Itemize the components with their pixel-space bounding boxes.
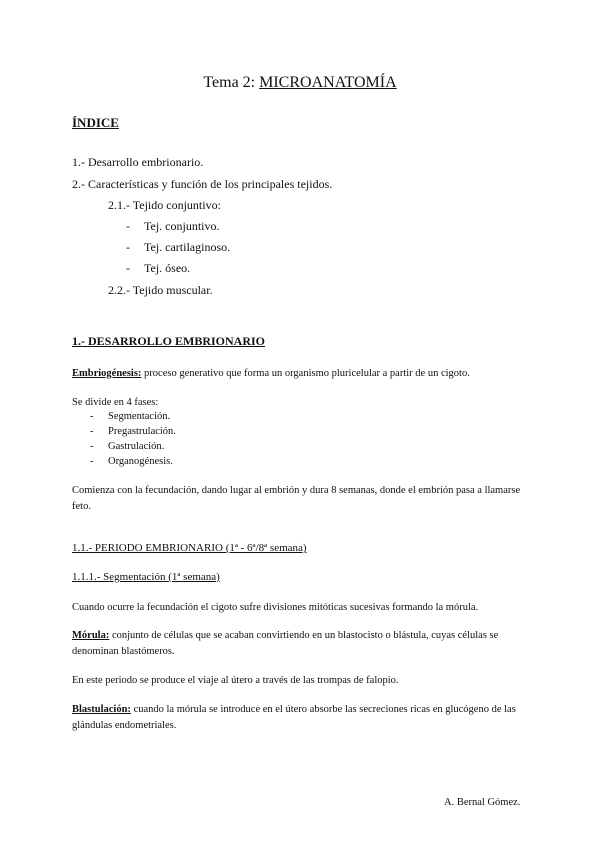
toc-item-2-1: 2.1.- Tejido conjuntivo:: [108, 198, 221, 212]
phase-item: [90, 409, 170, 425]
bullet-dash: -: [90, 441, 94, 452]
definition: cuando la mórula se introduce en el útero absorbe las secreciones ricas en glucógeno de las glándulas endometriales.: [72, 704, 516, 731]
toc-subitem-label: Tej. óseo.: [144, 261, 191, 275]
bullet-dash: -: [126, 240, 130, 254]
intro-paragraph: Comienza con la fecundación, dando lugar al embrión y dura 8 semanas, donde el embrión pasa a llamarse feto.: [72, 485, 521, 512]
phase-item: [90, 439, 164, 455]
phases-intro: Se divide en 4 fases:: [72, 397, 159, 408]
bullet-dash: -: [126, 261, 130, 275]
toc-subitem-label: Tej. cartilaginoso.: [144, 240, 231, 254]
phase-item: [90, 454, 173, 470]
phase-label: Segmentación.: [108, 411, 171, 422]
subsubsection-heading: 1.1.1.- Segmentación (1ª semana): [72, 571, 220, 583]
document-title: [0, 74, 600, 92]
definition: conjunto de células que se acaban convirtiendo en un blastocisto o blástula, cuyas células se denominan blastómeros.: [72, 630, 499, 657]
title-prefix: Tema 2:: [203, 74, 260, 91]
term: Embriogénesis:: [72, 368, 142, 379]
section-heading: 1.- DESARROLLO EMBRIONARIO: [72, 334, 266, 348]
index-heading: ÍNDICE: [72, 115, 119, 130]
phase-label: Organogénesis.: [108, 456, 173, 467]
toc-subitem-3: [126, 261, 190, 276]
term: Mórula:: [72, 630, 110, 641]
toc-subitem-label: Tej. conjuntivo.: [144, 219, 220, 233]
phase-label: Gastrulación.: [108, 441, 165, 452]
definition: proceso generativo que forma un organismo pluricelular a partir de un cigoto.: [141, 368, 470, 379]
toc-item-1: 1.- Desarrollo embrionario.: [72, 155, 204, 169]
embryogenesis-definition: [72, 366, 470, 382]
phase-item: [90, 424, 176, 440]
toc-subitem-1: [126, 219, 219, 234]
blastulation-definition: [72, 702, 528, 734]
toc-item-2-2: 2.2.- Tejido muscular.: [108, 283, 213, 297]
toc-subitem-2: [126, 240, 230, 255]
subsection-heading: 1.1.- PERIODO EMBRIONARIO (1ª - 6ª/8ª semana): [72, 542, 307, 554]
bullet-dash: -: [126, 219, 130, 233]
uterus-travel-paragraph: En este periodo se produce el viaje al útero a través de las trompas de falopio.: [72, 675, 399, 686]
toc-item-2: 2.- Características y función de los principales tejidos.: [72, 177, 333, 191]
bullet-dash: -: [90, 426, 94, 437]
bullet-dash: -: [90, 456, 94, 467]
phase-label: Pregastrulación.: [108, 426, 176, 437]
title-main: MICROANATOMÍA: [259, 74, 397, 91]
author-footer: A. Bernal Gómez.: [444, 797, 521, 808]
term: Blastulación:: [72, 704, 131, 715]
bullet-dash: -: [90, 411, 94, 422]
segmentation-paragraph: Cuando ocurre la fecundación el cigoto sufre divisiones mitóticas sucesivas formando la mórula.: [72, 602, 479, 613]
morula-definition: [72, 628, 528, 660]
